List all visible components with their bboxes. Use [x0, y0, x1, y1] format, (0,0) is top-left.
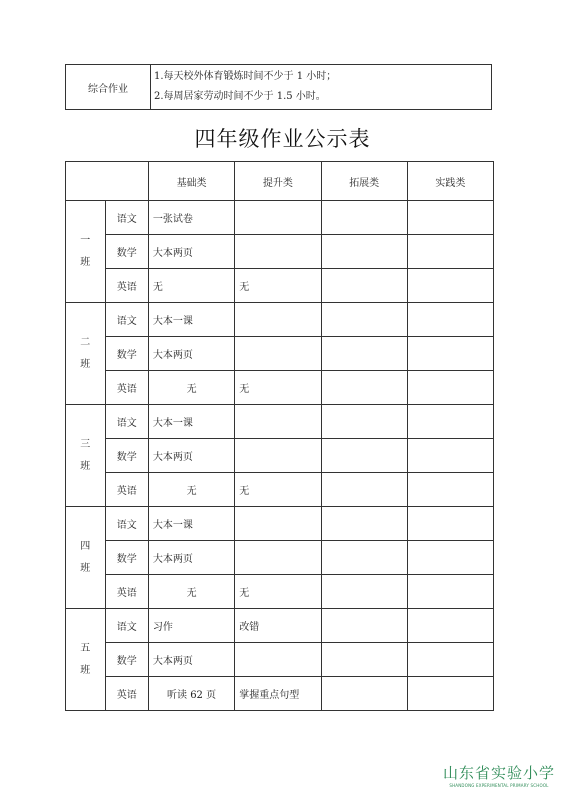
homework-schedule-table: [65, 161, 494, 711]
table-row: [66, 575, 494, 609]
table-row: [66, 235, 494, 269]
homework-cell: 改错: [235, 609, 321, 643]
class-name-cell: 二 班: [66, 303, 106, 405]
homework-cell: [321, 201, 407, 235]
homework-cell: 大本两页: [148, 643, 234, 677]
school-logo-name: 山东省实验小学: [442, 764, 555, 782]
subject-cell: 英语: [105, 269, 148, 303]
homework-cell: [321, 643, 407, 677]
table-row: [66, 405, 494, 439]
homework-cell: [407, 201, 493, 235]
homework-cell: [407, 643, 493, 677]
homework-cell: [407, 337, 493, 371]
table-row: [66, 201, 494, 235]
school-logo-english: SHANDONG EXPERIMENTAL PRIMARY SCHOOL: [449, 783, 549, 788]
table-row: [66, 303, 494, 337]
homework-cell: [235, 235, 321, 269]
homework-cell: [235, 201, 321, 235]
homework-cell: [407, 473, 493, 507]
comprehensive-homework-content: [151, 65, 492, 110]
homework-cell: 习作: [148, 609, 234, 643]
homework-cell: [407, 405, 493, 439]
homework-cell: [321, 507, 407, 541]
homework-cell: [321, 303, 407, 337]
subject-cell: 数学: [105, 643, 148, 677]
table-row: [66, 65, 492, 110]
table-row: [66, 337, 494, 371]
subject-cell: 语文: [105, 507, 148, 541]
subject-cell: 英语: [105, 677, 148, 711]
homework-cell: [235, 439, 321, 473]
homework-cell: [321, 609, 407, 643]
header-practice: 实践类: [407, 162, 493, 201]
subject-cell: 英语: [105, 371, 148, 405]
requirement-line: 1.每天校外体育锻炼时间不少于 1 小时；: [154, 71, 337, 82]
subject-cell: 数学: [105, 541, 148, 575]
comprehensive-homework-label: 综合作业: [66, 65, 151, 110]
homework-cell: [321, 541, 407, 575]
homework-cell: [321, 269, 407, 303]
homework-cell: [407, 575, 493, 609]
homework-cell: [235, 303, 321, 337]
class-name-cell: 四 班: [66, 507, 106, 609]
homework-cell: [235, 541, 321, 575]
homework-cell: [321, 371, 407, 405]
homework-cell: 大本两页: [148, 439, 234, 473]
homework-cell: [407, 439, 493, 473]
homework-cell: [407, 303, 493, 337]
homework-cell: [321, 405, 407, 439]
homework-cell: [407, 235, 493, 269]
table-row: [66, 677, 494, 711]
homework-cell: [321, 235, 407, 269]
subject-cell: 语文: [105, 201, 148, 235]
homework-cell: 无: [235, 575, 321, 609]
homework-cell: [321, 439, 407, 473]
homework-cell: 掌握重点句型: [235, 677, 321, 711]
header-extension: 拓展类: [321, 162, 407, 201]
homework-cell: 无: [148, 371, 234, 405]
homework-cell: [407, 371, 493, 405]
homework-cell: [235, 405, 321, 439]
subject-cell: 语文: [105, 303, 148, 337]
header-basic: 基础类: [148, 162, 234, 201]
homework-cell: [321, 337, 407, 371]
school-logo: [443, 762, 555, 788]
table-row: [66, 643, 494, 677]
homework-cell: 无: [235, 371, 321, 405]
subject-cell: 数学: [105, 235, 148, 269]
class-name-cell: 三 班: [66, 405, 106, 507]
table-row: [66, 507, 494, 541]
table-row: [66, 439, 494, 473]
homework-cell: [235, 337, 321, 371]
homework-cell: 大本两页: [148, 541, 234, 575]
homework-cell: 听读 62 页: [148, 677, 234, 711]
subject-cell: 语文: [105, 609, 148, 643]
homework-cell: 一张试卷: [148, 201, 234, 235]
header-corner-cell: [66, 162, 149, 201]
subject-cell: 英语: [105, 473, 148, 507]
homework-cell: 无: [235, 473, 321, 507]
homework-cell: 无: [148, 473, 234, 507]
homework-cell: 大本一课: [148, 303, 234, 337]
homework-cell: 无: [148, 575, 234, 609]
homework-cell: 无: [148, 269, 234, 303]
homework-cell: 大本两页: [148, 235, 234, 269]
page-title: 四年级作业公示表: [194, 127, 371, 151]
homework-cell: [235, 643, 321, 677]
table-header-row: [66, 162, 494, 201]
homework-cell: [407, 677, 493, 711]
homework-cell: 无: [235, 269, 321, 303]
subject-cell: 英语: [105, 575, 148, 609]
homework-cell: 大本一课: [148, 507, 234, 541]
table-row: [66, 609, 494, 643]
homework-schedule-body: [66, 162, 494, 711]
homework-cell: [321, 677, 407, 711]
homework-cell: 大本两页: [148, 337, 234, 371]
requirement-line: 2.每周居家劳动时间不少于 1.5 小时。: [154, 91, 326, 102]
header-improvement: 提升类: [235, 162, 321, 201]
table-row: [66, 541, 494, 575]
homework-cell: [407, 269, 493, 303]
subject-cell: 语文: [105, 405, 148, 439]
comprehensive-homework-table: [65, 64, 492, 110]
subject-cell: 数学: [105, 439, 148, 473]
class-name-cell: 一 班: [66, 201, 106, 303]
table-row: [66, 269, 494, 303]
homework-cell: [407, 609, 493, 643]
homework-cell: [235, 507, 321, 541]
homework-cell: 大本一课: [148, 405, 234, 439]
homework-cell: [321, 575, 407, 609]
table-row: [66, 473, 494, 507]
homework-cell: [407, 507, 493, 541]
class-name-cell: 五 班: [66, 609, 106, 711]
table-row: [66, 371, 494, 405]
homework-cell: [407, 541, 493, 575]
homework-cell: [321, 473, 407, 507]
subject-cell: 数学: [105, 337, 148, 371]
